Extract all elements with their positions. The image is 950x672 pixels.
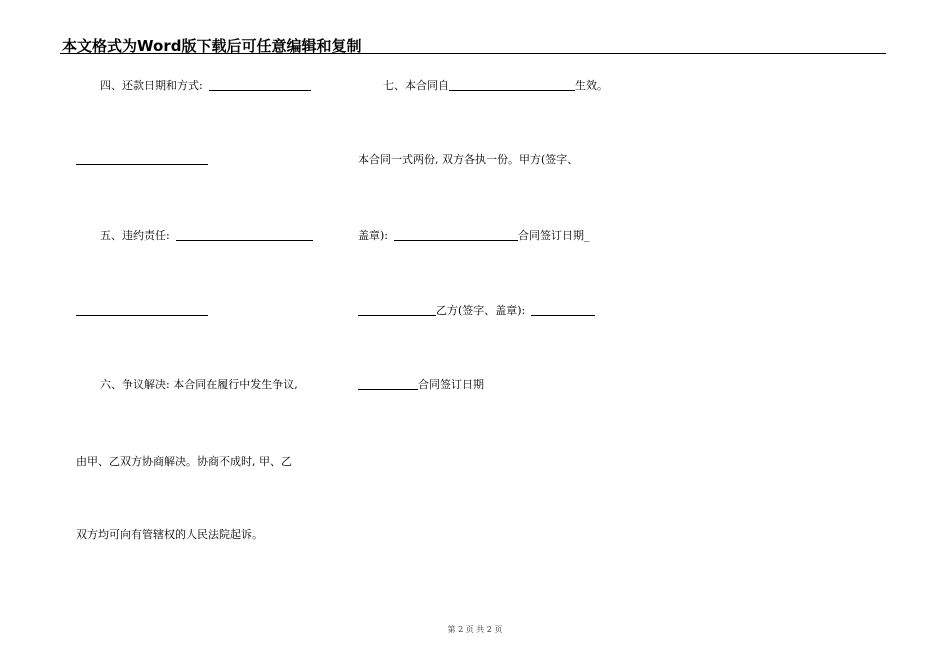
clause-5-continuation-line [76, 304, 208, 318]
date-a-continuation-blank [358, 304, 436, 316]
seal-a-prefix: 盖章): [358, 229, 388, 242]
clause-7-prefix: 七、本合同自 [383, 79, 449, 92]
clause-6-line-3 [76, 528, 263, 542]
document-header-title: 本文格式为Word版下载后可任意编辑和复制 [62, 37, 362, 55]
clause-7-blank [449, 79, 575, 91]
clause-6-text-1: 六、争议解决: 本合同在履行中发生争议, [100, 378, 298, 391]
copies-line [358, 153, 578, 167]
header-divider [60, 53, 886, 54]
clause-4-blank [209, 79, 311, 91]
copies-text: 本合同一式两份, 双方各执一份。甲方(签字、 [358, 153, 579, 166]
clause-4-label: 四、还款日期和方式: [100, 79, 203, 92]
page-number-footer: 第 2 页 共 2 页 [447, 625, 503, 634]
clause-4-continuation-line [76, 153, 208, 167]
party-b-line [358, 304, 595, 318]
party-b-label: 乙方(签字、盖章): [436, 304, 526, 317]
date-b-blank [358, 378, 418, 390]
clause-5-continuation-blank [76, 304, 208, 316]
clause-5-line [100, 229, 313, 243]
clause-7-line [383, 79, 608, 93]
clause-5-blank [176, 229, 313, 241]
clause-7-suffix: 生效。 [575, 79, 608, 92]
clause-6-text-2: 由甲、乙双方协商解决。协商不成时, 甲、乙 [76, 455, 292, 468]
sign-date-a: 合同签订日期_ [518, 229, 590, 242]
seal-a-line [358, 229, 590, 243]
clause-6-line-1 [100, 378, 298, 392]
clause-5-label: 五、违约责任: [100, 229, 170, 242]
sign-date-b-line [358, 378, 484, 392]
clause-4-continuation-blank [76, 153, 208, 165]
seal-a-blank [394, 229, 518, 241]
clause-6-text-3: 双方均可向有管辖权的人民法院起诉。 [76, 528, 263, 541]
clause-4-line [100, 79, 311, 93]
party-b-blank [531, 304, 595, 316]
clause-6-line-2 [76, 455, 292, 469]
sign-date-b: 合同签订日期 [418, 378, 484, 391]
